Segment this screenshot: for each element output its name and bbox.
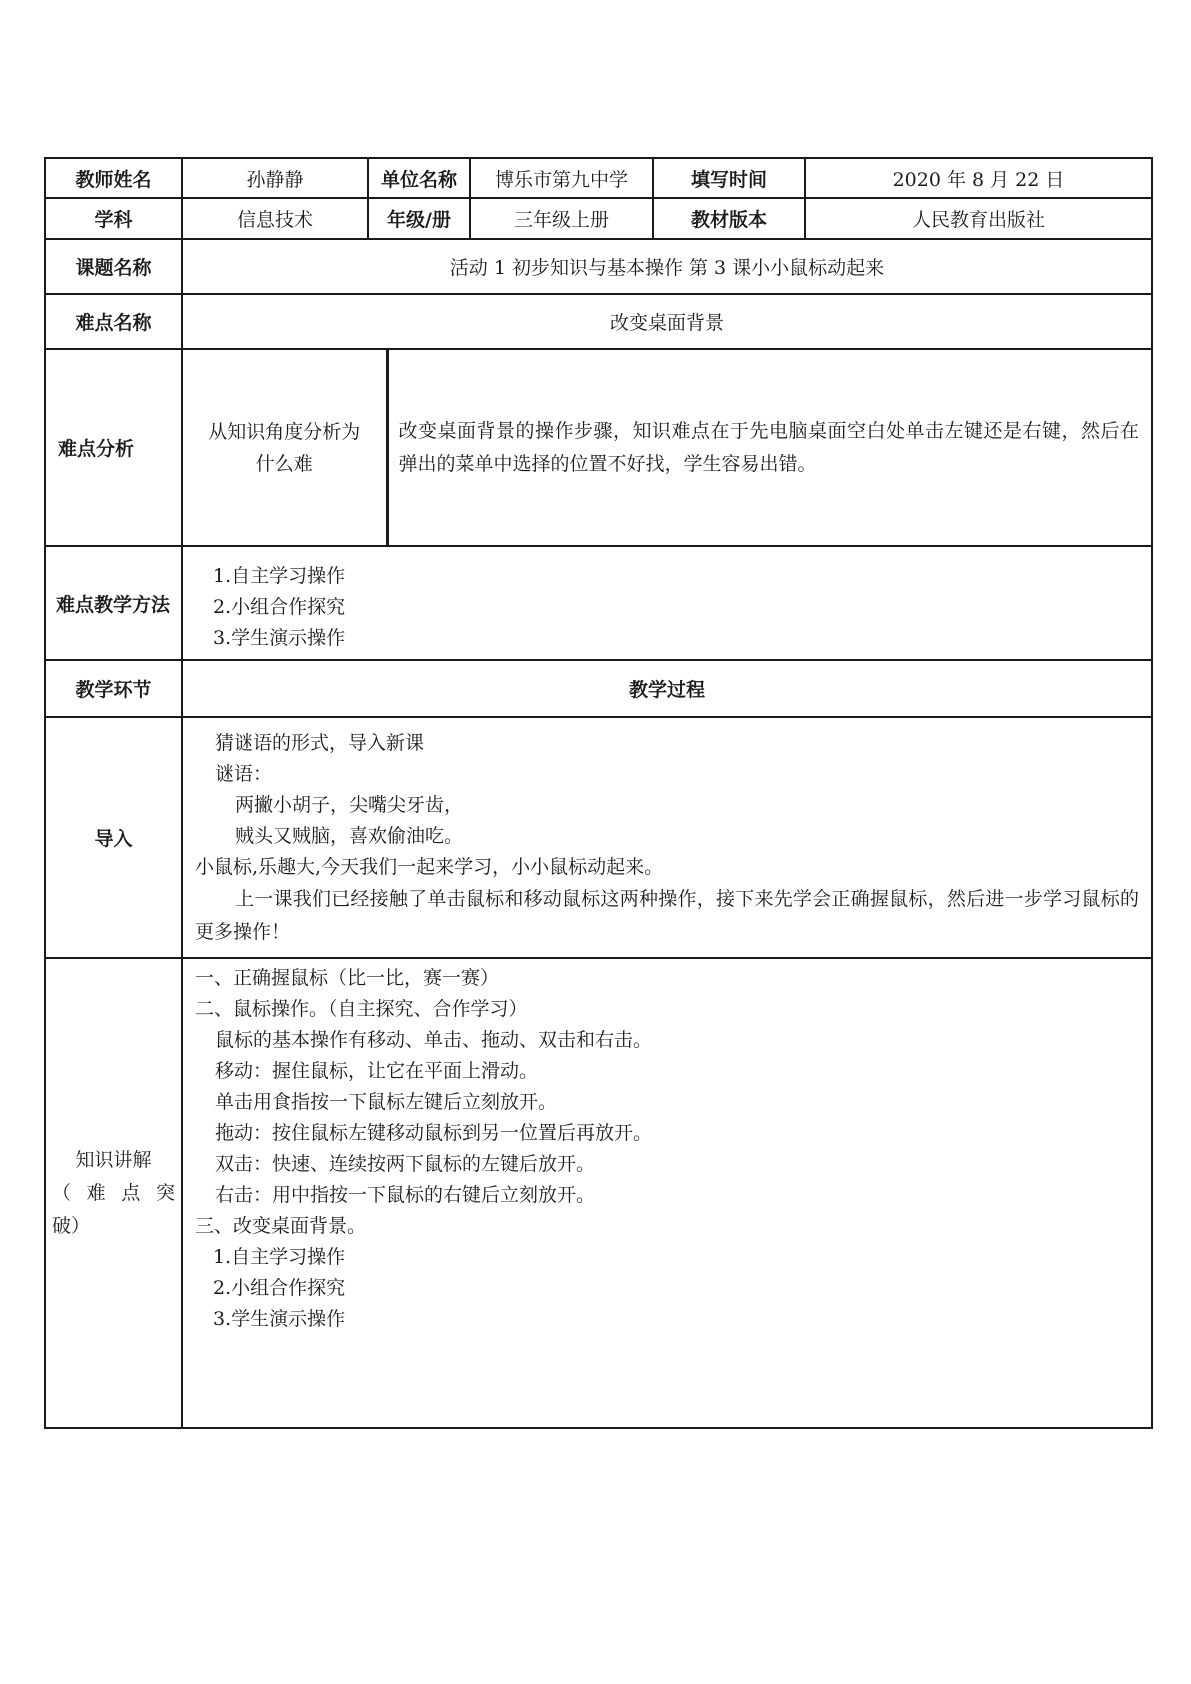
analysis-row bbox=[45, 349, 1152, 546]
knowledge-line: 一、正确握鼠标（比一比，赛一赛） bbox=[195, 967, 500, 989]
intro-paragraph: 上一课我们已经接触了单击鼠标和移动鼠标这两种操作，接下来先学会正确握鼠标，然后进一步学习鼠标的更多操作！ bbox=[195, 888, 1139, 943]
knowledge-line: 拖动：按住鼠标左键移动鼠标到另一位置后再放开。 bbox=[215, 1122, 653, 1144]
list-item: 1.自主学习操作 bbox=[213, 565, 346, 587]
analysis-inner bbox=[183, 350, 1151, 545]
unit-name-value: 博乐市第九中学 bbox=[470, 158, 653, 198]
intro-line: 小鼠标,乐趣大,今天我们一起来学习，小小鼠标动起来。 bbox=[195, 856, 664, 878]
difficulty-value: 改变桌面背景 bbox=[182, 294, 1152, 349]
intro-label: 导入 bbox=[45, 717, 182, 958]
process-header-row bbox=[45, 660, 1152, 717]
topic-label: 课题名称 bbox=[45, 239, 182, 294]
subject-label: 学科 bbox=[45, 198, 182, 239]
topic-value: 活动 1 初步知识与基本操作 第 3 课小小鼠标动起来 bbox=[182, 239, 1152, 294]
intro-line: 两撇小胡子，尖嘴尖牙齿， bbox=[235, 794, 464, 816]
stage-label: 教学环节 bbox=[45, 660, 182, 717]
knowledge-line: 双击：快速、连续按两下鼠标的左键后放开。 bbox=[215, 1153, 596, 1175]
knowledge-line: 二、鼠标操作。（自主探究、合作学习） bbox=[195, 998, 528, 1020]
knowledge-label-line: 知识讲解 bbox=[75, 1148, 152, 1171]
analysis-label: 难点分析 bbox=[45, 349, 182, 546]
teacher-name-value: 孙静静 bbox=[182, 158, 368, 198]
header-row-2 bbox=[45, 198, 1152, 239]
teacher-name-label: 教师姓名 bbox=[45, 158, 182, 198]
knowledge-row bbox=[45, 958, 1152, 1428]
intro-row bbox=[45, 717, 1152, 958]
analysis-sub-label: 从知识角度分析为什么难 bbox=[183, 350, 387, 545]
knowledge-line: 2.小组合作探究 bbox=[213, 1277, 346, 1299]
knowledge-label bbox=[45, 958, 182, 1428]
knowledge-line: 1.自主学习操作 bbox=[213, 1246, 346, 1268]
list-item: 2.小组合作探究 bbox=[213, 596, 346, 618]
intro-content bbox=[182, 717, 1152, 958]
difficulty-row bbox=[45, 294, 1152, 349]
intro-line: 谜语： bbox=[215, 763, 273, 785]
knowledge-line: 单击用食指按一下鼠标左键后立刻放开。 bbox=[215, 1091, 558, 1113]
knowledge-label-line: 破） bbox=[52, 1214, 91, 1237]
topic-row bbox=[45, 239, 1152, 294]
grade-value: 三年级上册 bbox=[470, 198, 653, 239]
subject-value: 信息技术 bbox=[182, 198, 368, 239]
knowledge-label-line: （ 难 点 突 bbox=[52, 1181, 175, 1204]
methods-list bbox=[182, 546, 1152, 660]
process-label: 教学过程 bbox=[182, 660, 1152, 717]
list-item: 3.学生演示操作 bbox=[213, 627, 346, 649]
methods-label: 难点教学方法 bbox=[45, 546, 182, 660]
methods-row bbox=[45, 546, 1152, 660]
header-row-1 bbox=[45, 158, 1152, 198]
fill-date-value: 2020 年 8 月 22 日 bbox=[805, 158, 1152, 198]
unit-name-label: 单位名称 bbox=[368, 158, 470, 198]
fill-date-label: 填写时间 bbox=[653, 158, 805, 198]
difficulty-label: 难点名称 bbox=[45, 294, 182, 349]
knowledge-line: 右击：用中指按一下鼠标的右键后立刻放开。 bbox=[215, 1184, 596, 1206]
lesson-plan-table bbox=[44, 157, 1153, 1429]
analysis-text: 改变桌面背景的操作步骤，知识难点在于先电脑桌面空白处单击左键还是右键，然后在弹出的菜单中选择的位置不好找，学生容易出错。 bbox=[398, 419, 1139, 475]
intro-line: 贼头又贼脑，喜欢偷油吃。 bbox=[235, 825, 464, 847]
knowledge-line: 三、改变桌面背景。 bbox=[195, 1215, 367, 1237]
intro-line: 猜谜语的形式，导入新课 bbox=[215, 732, 425, 754]
textbook-label: 教材版本 bbox=[653, 198, 805, 239]
knowledge-line: 鼠标的基本操作有移动、单击、拖动、双击和右击。 bbox=[215, 1029, 653, 1051]
knowledge-line: 3.学生演示操作 bbox=[213, 1308, 346, 1330]
knowledge-content bbox=[182, 958, 1152, 1428]
analysis-cell bbox=[182, 349, 1152, 546]
knowledge-line: 移动：握住鼠标，让它在平面上滑动。 bbox=[215, 1060, 539, 1082]
grade-label: 年级/册 bbox=[368, 198, 470, 239]
textbook-value: 人民教育出版社 bbox=[805, 198, 1152, 239]
